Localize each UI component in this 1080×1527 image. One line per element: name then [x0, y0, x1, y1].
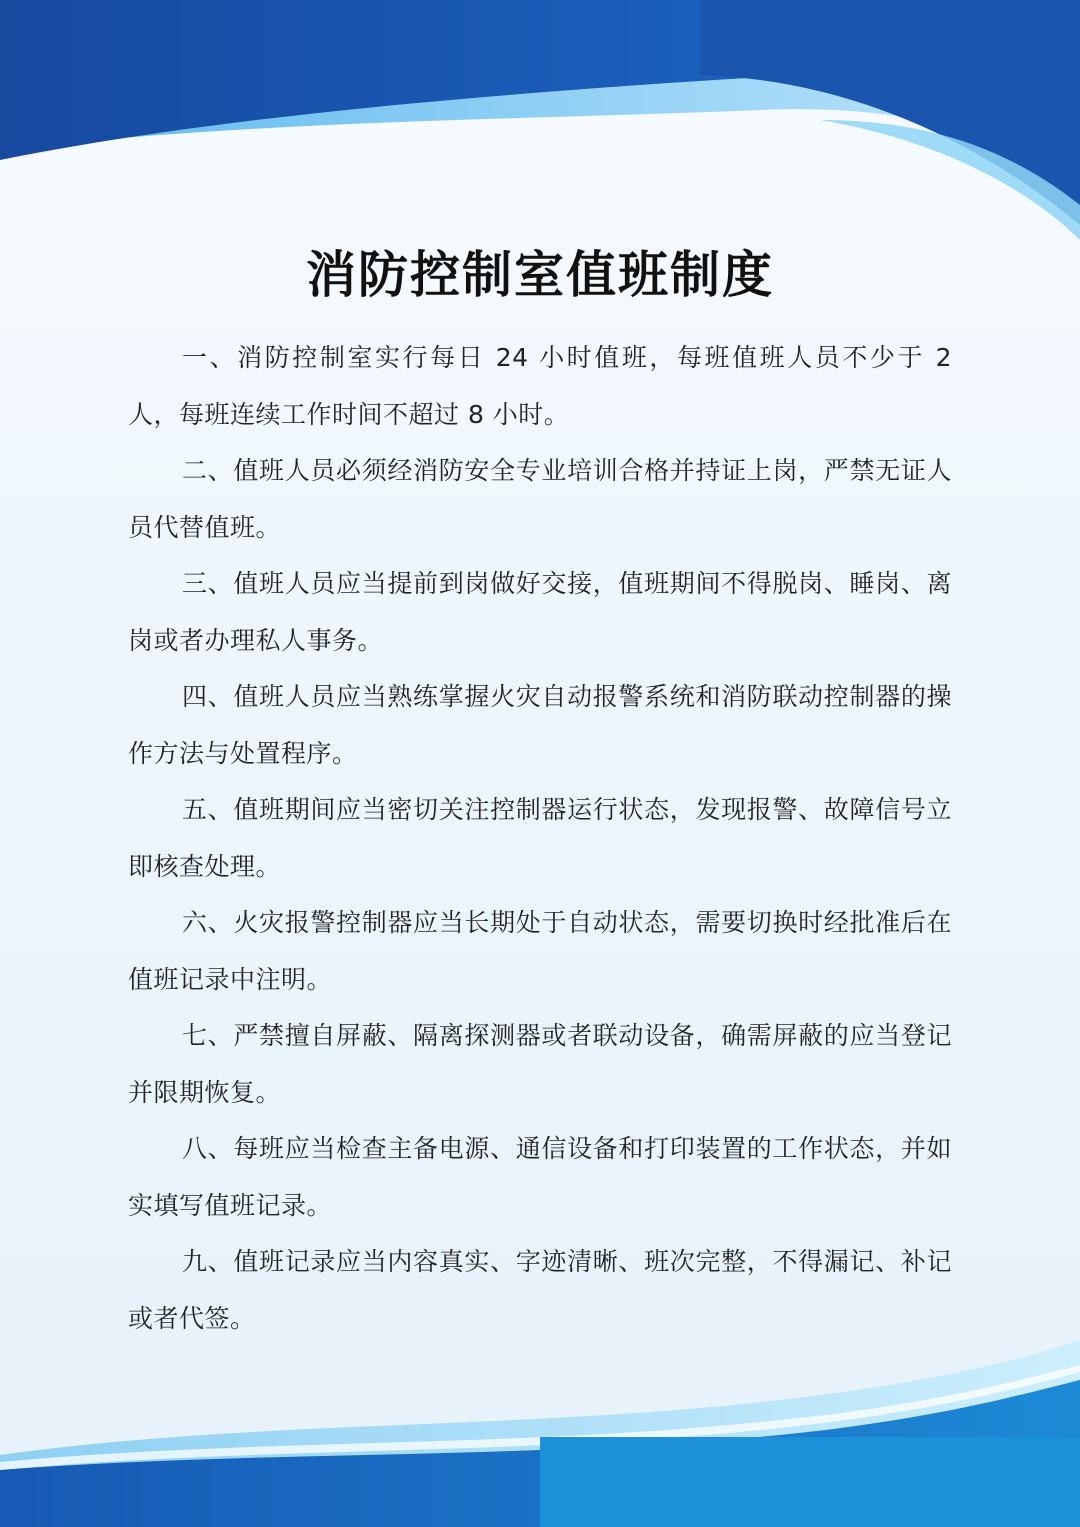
page-title: 消防控制室值班制度 — [306, 246, 774, 304]
rule-item: 一、消防控制室实行每日 24 小时值班，每班值班人员不少于 2 人，每班连续工作时间不超过 8 小时。 — [128, 343, 952, 429]
rule-item: 三、值班人员应当提前到岗做好交接，值班期间不得脱岗、睡岗、离岗或者办理私人事务。 — [128, 569, 952, 655]
rule-item: 四、值班人员应当熟练掌握火灾自动报警系统和消防联动控制器的操作方法与处置程序。 — [128, 682, 952, 768]
rule-item: 七、严禁擅自屏蔽、隔离探测器或者联动设备，确需屏蔽的应当登记并限期恢复。 — [128, 1021, 952, 1107]
rule-item: 二、值班人员必须经消防安全专业培训合格并持证上岗，严禁无证人员代替值班。 — [128, 456, 952, 542]
rule-item: 八、每班应当检查主备电源、通信设备和打印装置的工作状态，并如实填写值班记录。 — [128, 1134, 952, 1220]
rule-item: 五、值班期间应当密切关注控制器运行状态，发现报警、故障信号立即核查处理。 — [128, 795, 952, 881]
bottom-right-block — [540, 1437, 1080, 1527]
rules-list — [128, 330, 952, 1347]
rule-item: 九、值班记录应当内容真实、字迹清晰、班次完整，不得漏记、补记或者代签。 — [128, 1247, 952, 1333]
rule-item: 六、火灾报警控制器应当长期处于自动状态，需要切换时经批准后在值班记录中注明。 — [128, 908, 952, 994]
